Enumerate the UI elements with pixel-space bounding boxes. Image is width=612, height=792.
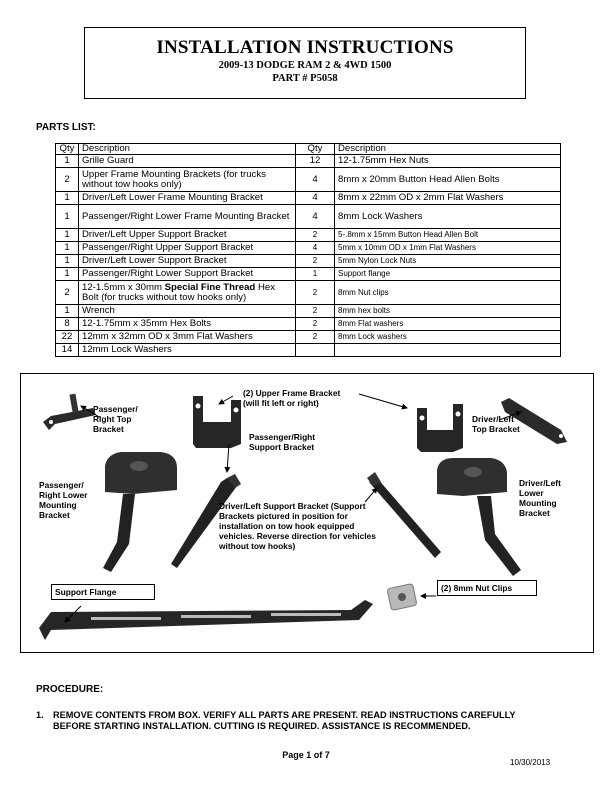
step-number: 1.	[36, 710, 44, 720]
document-title: INSTALLATION INSTRUCTIONS	[156, 37, 454, 58]
nut-clip-image	[387, 584, 417, 611]
description-cell: Passenger/Right Lower Support Bracket	[79, 268, 296, 281]
table-row	[56, 305, 561, 318]
leader-line	[359, 394, 407, 408]
passenger-top-bracket-image	[43, 394, 96, 430]
description-cell: 12-1.75mm x 35mm Hex Bolts	[79, 318, 296, 331]
qty-cell: 4	[296, 192, 335, 205]
description-cell: 8mm Lock Washers	[335, 205, 561, 229]
page-number: Page 1 of 7	[282, 750, 330, 760]
table-row	[56, 168, 561, 192]
qty-cell: 1	[56, 192, 79, 205]
qty-cell: 2	[56, 168, 79, 192]
description-cell: 8mm Lock washers	[335, 331, 561, 344]
description-cell: 12mm x 32mm OD x 3mm Flat Washers	[79, 331, 296, 344]
table-row	[56, 344, 561, 357]
parts-table	[55, 143, 561, 357]
driver-lower-mounting-bracket-image	[437, 458, 521, 576]
qty-cell: 2	[296, 281, 335, 305]
table-row	[56, 229, 561, 242]
qty-cell: 2	[296, 318, 335, 331]
nut-clips-label: (2) 8mm Nut Clips	[437, 580, 537, 596]
passenger-top-bracket-label: Passenger/ Right Top Bracket	[93, 404, 138, 434]
qty-cell: 1	[56, 205, 79, 229]
part-number: PART # P5058	[272, 73, 338, 84]
description-part: Hex Bolt (for trucks without tow hooks only)	[82, 281, 276, 303]
qty-cell: 1	[296, 268, 335, 281]
qty-cell: 2	[296, 229, 335, 242]
leader-line	[219, 396, 233, 404]
support-flange-label: Support Flange	[51, 584, 155, 600]
description-cell: Driver/Left Upper Support Bracket	[79, 229, 296, 242]
table-row	[56, 268, 561, 281]
document-date: 10/30/2013	[510, 758, 551, 767]
qty-cell: 1	[56, 229, 79, 242]
description-cell: 12mm Lock Washers	[79, 344, 296, 357]
qty-cell: 4	[296, 242, 335, 255]
table-row	[56, 205, 561, 229]
description-cell	[335, 344, 561, 357]
description-cell: 8mm Flat washers	[335, 318, 561, 331]
passenger-lower-bracket-label: Passenger/ Right Lower Mounting Bracket	[39, 480, 88, 520]
table-row	[56, 155, 561, 168]
description-cell: Support flange	[335, 268, 561, 281]
table-row	[56, 242, 561, 255]
title-box	[84, 27, 526, 99]
description-part: 12-1.5mm x 30mm	[82, 281, 165, 293]
upper-frame-bracket-label: (2) Upper Frame Bracket (will fit left or right)	[243, 388, 341, 408]
table-row	[56, 281, 561, 305]
procedure-heading: PROCEDURE:	[36, 684, 104, 695]
qty-cell: 2	[296, 305, 335, 318]
column-header: Qty	[56, 144, 79, 155]
vehicle-subtitle: 2009-13 DODGE RAM 2 & 4WD 1500	[218, 60, 392, 71]
parts-list-heading: PARTS LIST:	[36, 122, 96, 133]
description-cell: Upper Frame Mounting Brackets (for trucks without tow hooks only)	[79, 168, 296, 192]
parts-figure	[20, 373, 594, 653]
description-cell: Driver/Left Lower Frame Mounting Bracket	[79, 192, 296, 205]
description-cell: 8mm Nut clips	[335, 281, 561, 305]
column-header: Description	[335, 144, 561, 155]
description-cell: Passenger/Right Upper Support Bracket	[79, 242, 296, 255]
driver-top-bracket-label: Driver/Left Top Bracket	[472, 414, 520, 434]
description-cell: Wrench	[79, 305, 296, 318]
description-cell: 5mm Nylon Lock Nuts	[335, 255, 561, 268]
description-cell: 5mm x 10mm OD x 1mm Flat Washers	[335, 242, 561, 255]
column-header: Qty	[296, 144, 335, 155]
qty-cell: 2	[296, 255, 335, 268]
upper-frame-bracket-left-image	[193, 396, 241, 448]
qty-cell: 4	[296, 205, 335, 229]
qty-cell: 1	[56, 255, 79, 268]
table-header-row	[56, 144, 561, 155]
leader-line	[365, 488, 377, 502]
driver-lower-bracket-label: Driver/Left Lower Mounting Bracket	[519, 478, 561, 518]
procedure-step	[36, 710, 556, 732]
support-flange-image	[39, 600, 373, 640]
qty-cell: 12	[296, 155, 335, 168]
description-cell: 12-1.75mm Hex Nuts	[335, 155, 561, 168]
description-cell: 8mm x 20mm Button Head Allen Bolts	[335, 168, 561, 192]
qty-cell	[296, 344, 335, 357]
description-emphasis: Special Fine Thread	[164, 281, 256, 293]
qty-cell: 1	[56, 268, 79, 281]
qty-cell: 2	[56, 281, 79, 305]
qty-cell: 8	[56, 318, 79, 331]
qty-cell: 4	[296, 168, 335, 192]
table-row	[56, 255, 561, 268]
table-row	[56, 192, 561, 205]
table-row	[56, 318, 561, 331]
passenger-support-bracket-label: Passenger/Right Support Bracket	[249, 432, 316, 452]
description-cell: Driver/Left Lower Support Bracket	[79, 255, 296, 268]
upper-frame-bracket-right-image	[417, 404, 463, 452]
qty-cell: 14	[56, 344, 79, 357]
step-text: REMOVE CONTENTS FROM BOX. VERIFY ALL PARTS ARE PRESENT. READ INSTRUCTIONS CAREFULLY BEFORE STARTING INSTALLATION. CUTTING IS REQUIRED. ASSISTANCE IS RECOMMENDED.	[53, 710, 516, 731]
description-cell: 5-.8mm x 15mm Button Head Allen Bolt	[335, 229, 561, 242]
description-cell: 8mm x 22mm OD x 2mm Flat Washers	[335, 192, 561, 205]
qty-cell: 1	[56, 155, 79, 168]
qty-cell: 22	[56, 331, 79, 344]
description-cell	[79, 281, 296, 305]
qty-cell: 2	[296, 331, 335, 344]
description-cell: Passenger/Right Lower Frame Mounting Bracket	[79, 205, 296, 229]
leader-line	[227, 444, 229, 472]
driver-support-bracket-image	[367, 472, 441, 558]
table-row	[56, 331, 561, 344]
qty-cell: 1	[56, 305, 79, 318]
passenger-lower-mounting-bracket-image	[103, 452, 177, 572]
driver-support-bracket-label: Driver/Left Support Bracket (Support Brackets pictured in position for installation on tow hook equipped vehicles. Reverse direction for vehicles without tow hooks)	[219, 501, 376, 551]
description-cell: Grille Guard	[79, 155, 296, 168]
description-cell: 8mm hex bolts	[335, 305, 561, 318]
qty-cell: 1	[56, 242, 79, 255]
column-header: Description	[79, 144, 296, 155]
